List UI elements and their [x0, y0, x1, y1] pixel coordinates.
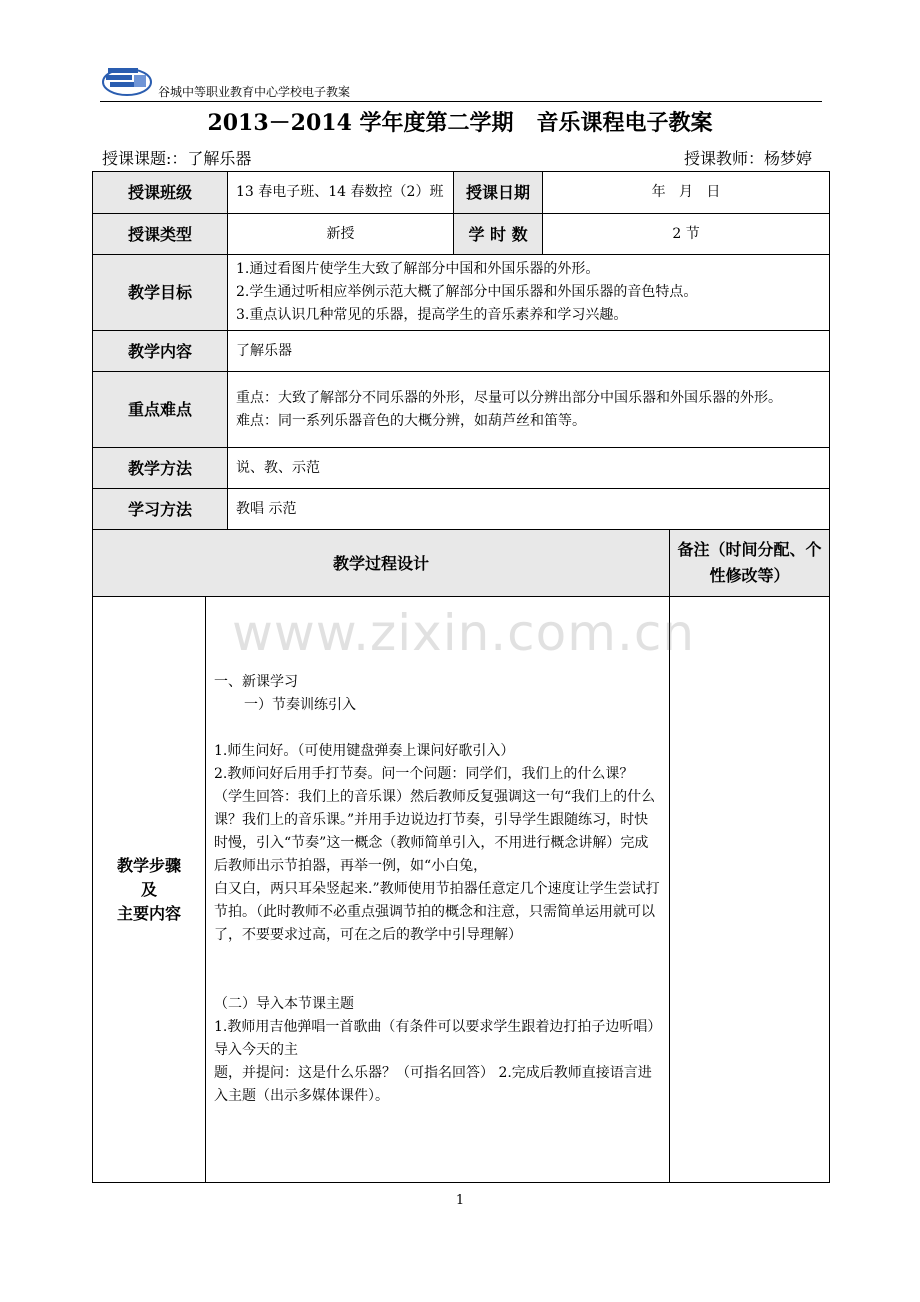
row-content: [93, 331, 830, 372]
objectives-label: 教学目标: [93, 255, 228, 331]
row-objectives: [93, 255, 830, 331]
steps-label-cell: [93, 597, 206, 1183]
hours-value: 2 节: [543, 214, 830, 255]
teaching-method-value: 说、教、示范: [228, 448, 830, 489]
school-name: 谷城中等职业教育中心学校电子教案: [158, 85, 351, 99]
date-value: 年 月 日: [543, 172, 830, 214]
process-paragraph: 1.师生问好。（可使用键盘弹奏上课问好歌引入）: [214, 743, 515, 759]
learning-method-label: 学习方法: [93, 489, 228, 530]
notes-cell: [670, 597, 830, 1183]
teaching-method-label: 教学方法: [93, 448, 228, 489]
school-logo-icon: [100, 62, 154, 98]
row-process-header: [93, 530, 830, 597]
objective-item: 1.通过看图片使学生大致了解部分中国和外国乐器的外形。: [236, 261, 600, 277]
type-value: 新授: [228, 214, 454, 255]
objective-item: 2.学生通过听相应举例示范大概了解部分中国乐器和外国乐器的音色特点。: [236, 284, 698, 300]
lesson-subject: 授课课题:：了解乐器: [102, 149, 252, 168]
key-points-cell: [228, 372, 830, 448]
key-points-label: 重点难点: [93, 372, 228, 448]
class-label: 授课班级: [93, 172, 228, 214]
date-label: 授课日期: [454, 172, 543, 214]
process-header: 教学过程设计: [93, 530, 670, 597]
difficulty-point: 难点：同一系列乐器音色的大概分辨，如葫芦丝和笛等。: [236, 412, 587, 429]
objective-item: 3.重点认识几种常见的乐器，提高学生的音乐素养和学习兴趣。: [236, 307, 628, 323]
objectives-cell: [228, 255, 830, 331]
row-learning-method: [93, 489, 830, 530]
content-value: 了解乐器: [228, 331, 830, 372]
row-type: [93, 214, 830, 255]
row-teaching-method: [93, 448, 830, 489]
process-paragraph: 1.教师用吉他弹唱一首歌曲（有条件可以要求学生跟着边打拍子边听唱）导入今天的主: [214, 1019, 655, 1058]
steps-label-line: 教学步骤: [116, 855, 181, 875]
type-label: 授课类型: [93, 214, 228, 255]
subsection-heading: （二）导入本节课主题: [214, 996, 354, 1012]
header-rule: [100, 101, 822, 102]
learning-method-value: 教唱 示范: [228, 489, 830, 530]
process-paragraph: 题，并提问：这是什么乐器？（可指名回答） 2.完成后教师直接语言进入主题（出示多媒体课件）。: [214, 1065, 652, 1104]
key-point: 重点：大致了解部分不同乐器的外形，尽量可以分辨出部分中国乐器和外国乐器的外形。: [236, 389, 783, 406]
watermark: www.zixin.com.cn: [232, 604, 696, 662]
row-process-body: [93, 597, 830, 1183]
section-heading: 一、新课学习: [214, 674, 298, 690]
content-label: 教学内容: [93, 331, 228, 372]
steps-label-line: 主要内容: [116, 903, 181, 923]
process-paragraph: 白又白，两只耳朵竖起来.”教师使用节拍器任意定几个速度让学生尝试打节拍。（此时教师不必重点强调节拍的概念和注意，只需简单运用就可以了，不要要求过高，可在之后的教学中引导理解）: [214, 881, 660, 943]
process-content: [206, 597, 670, 1183]
notes-header: 备注（时间分配、个性修改等）: [670, 530, 830, 597]
row-key-points: [93, 372, 830, 448]
process-paragraph: 2.教师问好后用手打节奏。问一个问题：同学们，我们上的什么课？（学生回答：我们上的音乐课）然后教师反复强调这一句“我们上的什么课？我们上的音乐课。”并用手边说边打节奏，引导学生跟随练习，时快时慢，引入“节奏”这一概念（教师简单引入，不用进行概念讲解）完成后教师出示节拍器，再举一例，如“小白兔，: [214, 766, 656, 874]
lesson-plan-table: [92, 171, 830, 1183]
class-value: 13 春电子班、14 春数控（2）班: [228, 172, 454, 214]
page-number: 1: [455, 1193, 465, 1208]
page-title: 2013－2014 学年度第二学期 音乐课程电子教案: [207, 110, 713, 136]
lesson-teacher: 授课教师：杨梦婷: [683, 149, 812, 168]
row-class: [93, 172, 830, 214]
hours-label: 学 时 数: [454, 214, 543, 255]
steps-label-line: 及: [140, 879, 157, 899]
subsection-heading: 一）节奏训练引入: [244, 697, 356, 713]
